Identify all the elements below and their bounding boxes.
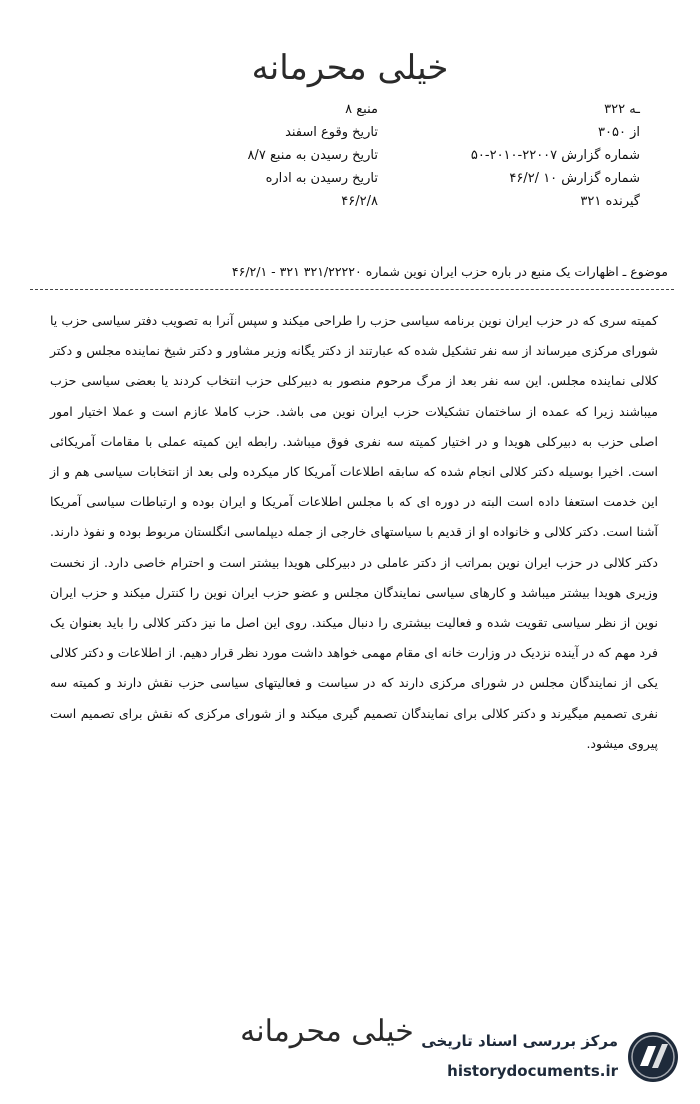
header-right-line: از ۳۰۵۰ [598, 125, 640, 140]
report-body [50, 306, 658, 759]
body-paragraph: از اطلاعات و دکتر کلالی یکی از نمایندگان مجلس در شورای مرکزی دارند که در سیاست و فعالیتهای سیاسی حزب نقش دارند و کمیته سه نفری تصمیم میگیرند و دکتر کلالی برای نمایندگان تصمیم گیری میکند و از شورای مرکزی که نقش برای تصمیم است پیروی میشود. [50, 645, 658, 751]
subject-line: موضوع ـ اظهارات یک منبع در باره حزب ایران نوین شماره ۳۲۱/۲۲۲۲۰ ۳۲۱ - ۴۶/۲/۱ [231, 264, 668, 279]
classification-stamp-bottom: خیلی محرمانه [240, 1014, 414, 1049]
body-paragraph: حزب کاملا عازم است و عملا اختیار امور اصلی حزب به دبیرکلی هویدا و در اختیار کمیته سه نفری فوق میباشد. رابطه این کمیته عملی با مقامات آمریکائی است. اخیرا بوسیله دکتر کلالی انجام شده که سابقه اطلاعات آمریکا کار میکرده ولی بعد از انتخابات سیاسی هم و از این خدمت استعفا داده است البته در دوره ای که با مجلس اطلاعات آمریکا و ایران بوده و ارتباطات سیاسی آمریکا آشنا است. [50, 403, 658, 540]
header-right-line: شماره گزارش ۲۲۰۰۷-۲۰۱۰-۵۰ [470, 148, 640, 163]
body-paragraph: از نخست وزیری هویدا بیشتر میباشد و کارهای سیاسی نمایندگان مجلس و عضو حزب ایران نوین را کنترل میکند و حزب ایران نوین از نظر سیاسی تقویت شده و فعالیت بیشتری را دنبال میکند. روی این اصل ما نیز دکتر کلالی را باید بعنوان یک فرد مهم که در آینده نزدیک در وزارت خانه ای مقام مهمی خواهد داشت مورد نظر قرار دهیم. [50, 554, 658, 661]
body-paragraph: کمیته سری که در حزب ایران نوین برنامه سیاسی حزب را طراحی میکند و سپس آنرا به تصویب دفتر سیاسی حزب یا شورای مرکزی میرساند از سه نفر تشکیل شده که عبارتند از دکتر یگانه وزیر مشاور و دکتر شیخ نماینده مجلس و دکتر کلالی نماینده مجلس. این سه نفر بعد از مرگ مرحوم منصور به دبیرکلی حزب انتخاب کردند یا بعضی سیاسی حزب میباشند زیرا که عمده از ساختمان تشکیلات حزب ایران نوین می باشد. [50, 313, 658, 419]
archive-org-name: مرکز بررسی اسناد تاریخی [421, 1032, 618, 1050]
header-left-line: تاریخ رسیدن به منبع ۸/۷ [247, 148, 378, 163]
archive-url[interactable]: historydocuments.ir [447, 1062, 618, 1080]
archive-logo-icon [626, 1030, 680, 1084]
header-right-line: گیرنده ۳۲۱ [580, 194, 640, 209]
header-source-block [48, 98, 378, 213]
header-left-line: تاریخ وقوع اسفند [285, 125, 378, 140]
header-left-line: منبع ۸ [345, 102, 378, 117]
body-paragraph: دکتر کلالی و خانواده او از قدیم با سیاستهای خارجی از جمله دیپلماسی انگلستان مربوط بوده و نفوذ دارند. دکتر کلالی در حزب ایران نوین بمراتب از دکتر عاملی در دبیرکلی هویدا بیشتر است و احترام خاصی دارد. [50, 524, 658, 570]
header-left-line: ۴۶/۲/۸ [341, 194, 378, 209]
header-right-line: شماره گزارش ۱۰ /۴۶/۲ [509, 171, 640, 186]
header-right-line: ـه ۳۲۲ [604, 102, 640, 117]
classification-stamp-top: خیلی محرمانه [251, 48, 449, 88]
header-left-line: تاریخ رسیدن به اداره [265, 171, 378, 186]
archive-watermark [418, 1018, 688, 1098]
subject-divider [30, 289, 674, 290]
